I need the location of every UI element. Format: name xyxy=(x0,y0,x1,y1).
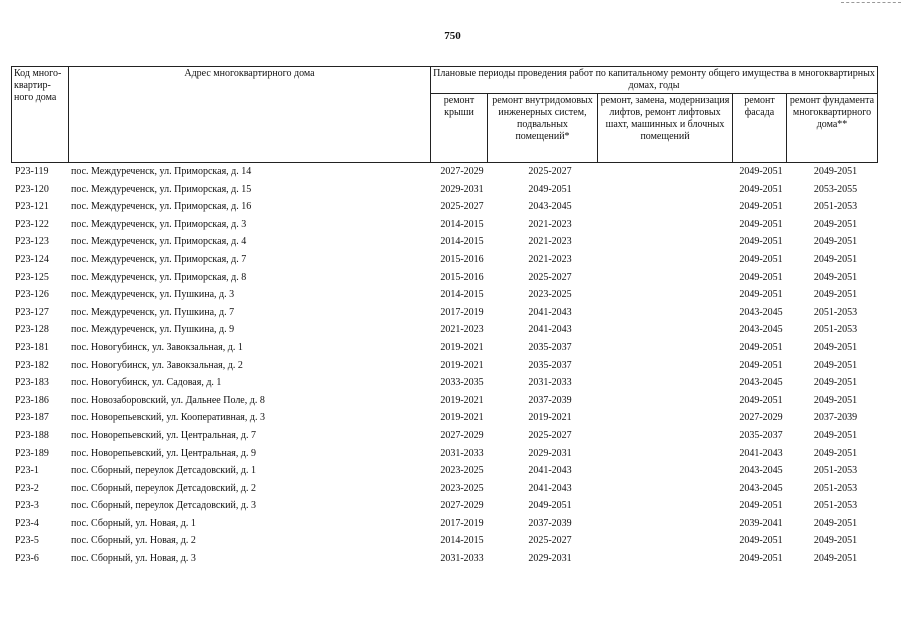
cell-roof: 2014-2015 xyxy=(440,218,484,230)
cell-roof: 2019-2021 xyxy=(440,412,484,424)
table-body xyxy=(11,163,895,568)
cell-systems: 2041-2043 xyxy=(528,306,572,318)
cell-systems: 2029-2031 xyxy=(528,553,572,565)
cell-systems: 2049-2051 xyxy=(528,500,572,512)
cell-foundation: 2049-2051 xyxy=(813,271,858,283)
cell-facade: 2049-2051 xyxy=(739,253,783,265)
cell-code: Р23-187 xyxy=(15,412,49,424)
table-row xyxy=(11,286,895,304)
header-address: Адрес многоквартирного дома xyxy=(69,67,431,163)
cell-systems: 2021-2023 xyxy=(528,236,572,248)
cell-code: Р23-120 xyxy=(15,183,49,195)
table-row xyxy=(11,374,895,392)
cell-facade: 2043-2045 xyxy=(739,465,783,477)
cell-foundation: 2053-2055 xyxy=(813,183,858,195)
table-row xyxy=(11,392,895,410)
cell-code: Р23-3 xyxy=(15,500,39,512)
cell-foundation: 2051-2053 xyxy=(813,465,858,477)
cell-address: пос. Междуреченск, ул. Приморская, д. 15 xyxy=(71,183,252,195)
cell-foundation: 2051-2053 xyxy=(813,324,858,336)
cell-foundation: 2051-2053 xyxy=(813,500,858,512)
cell-address: пос. Новорепьевский, ул. Центральная, д. 9 xyxy=(71,447,256,459)
header-periods: Плановые периоды проведения работ по капитальному ремонту общего имущества в многоквартирных домах, годы xyxy=(431,67,878,94)
table-row xyxy=(11,251,895,269)
cell-facade: 2027-2029 xyxy=(739,412,783,424)
cell-foundation: 2049-2051 xyxy=(813,535,858,547)
cell-foundation: 2049-2051 xyxy=(813,218,858,230)
cell-address: пос. Новорепьевский, ул. Кооперативная, д. 3 xyxy=(71,412,265,424)
cell-roof: 2014-2015 xyxy=(440,535,484,547)
cell-systems: 2049-2051 xyxy=(528,183,572,195)
cell-address: пос. Междуреченск, ул. Пушкина, д. 9 xyxy=(71,324,235,336)
cell-foundation: 2051-2053 xyxy=(813,201,858,213)
header-roof: ремонт крыши xyxy=(431,94,488,163)
cell-address: пос. Междуреченск, ул. Приморская, д. 16 xyxy=(71,201,252,213)
cell-systems: 2035-2037 xyxy=(528,341,572,353)
cell-systems: 2041-2043 xyxy=(528,482,572,494)
cell-facade: 2039-2041 xyxy=(739,517,783,529)
cell-systems: 2021-2023 xyxy=(528,253,572,265)
table-row xyxy=(11,216,895,234)
cell-address: пос. Сборный, переулок Детсадовский, д. 1 xyxy=(71,465,256,477)
table-row xyxy=(11,497,895,515)
table-row xyxy=(11,480,895,498)
cell-facade: 2049-2051 xyxy=(739,166,783,177)
cell-facade: 2043-2045 xyxy=(739,306,783,318)
cell-roof: 2023-2025 xyxy=(440,465,484,477)
cell-foundation: 2049-2051 xyxy=(813,517,858,529)
cell-roof: 2015-2016 xyxy=(440,271,484,283)
table-row xyxy=(11,163,895,181)
cell-foundation: 2049-2051 xyxy=(813,553,858,565)
cell-address: пос. Сборный, переулок Детсадовский, д. 3 xyxy=(71,500,256,512)
cell-address: пос. Новозаборовский, ул. Дальнее Поле, д. 8 xyxy=(71,394,265,406)
header-systems: ремонт внутридомовых инженерных систем, подвальных помещений* xyxy=(488,94,598,163)
table-row xyxy=(11,515,895,533)
table-row xyxy=(11,445,895,463)
table-row xyxy=(11,198,895,216)
cell-address: пос. Сборный, ул. Новая, д. 2 xyxy=(71,535,196,547)
table-row xyxy=(11,181,895,199)
cell-foundation: 2049-2051 xyxy=(813,394,858,406)
cell-code: Р23-124 xyxy=(15,253,49,265)
cell-address: пос. Междуреченск, ул. Пушкина, д. 3 xyxy=(71,289,235,301)
cell-foundation: 2049-2051 xyxy=(813,429,858,441)
cell-roof: 2014-2015 xyxy=(440,289,484,301)
cell-systems: 2041-2043 xyxy=(528,324,572,336)
cell-address: пос. Новогубинск, ул. Садовая, д. 1 xyxy=(71,377,222,389)
cell-code: Р23-182 xyxy=(15,359,49,371)
cell-facade: 2049-2051 xyxy=(739,394,783,406)
cell-address: пос. Новогубинск, ул. Завокзальная, д. 1 xyxy=(71,341,243,353)
cell-systems: 2031-2033 xyxy=(528,377,572,389)
cell-facade: 2043-2045 xyxy=(739,324,783,336)
cell-facade: 2049-2051 xyxy=(739,201,783,213)
cell-foundation: 2049-2051 xyxy=(813,166,858,177)
cell-systems: 2025-2027 xyxy=(528,271,572,283)
cell-address: пос. Новогубинск, ул. Завокзальная, д. 2 xyxy=(71,359,243,371)
cell-foundation: 2049-2051 xyxy=(813,359,858,371)
cell-code: Р23-5 xyxy=(15,535,39,547)
cell-roof: 2017-2019 xyxy=(440,517,484,529)
cell-foundation: 2037-2039 xyxy=(813,412,858,424)
cell-roof: 2027-2029 xyxy=(440,166,484,177)
cell-address: пос. Сборный, ул. Новая, д. 3 xyxy=(71,553,196,565)
table-row xyxy=(11,304,895,322)
cell-address: пос. Междуреченск, ул. Приморская, д. 4 xyxy=(71,236,247,248)
header-foundation: ремонт фундамента многоквартирного дома** xyxy=(787,94,878,163)
cell-roof: 2021-2023 xyxy=(440,324,484,336)
cell-code: Р23-121 xyxy=(15,201,49,213)
cell-code: Р23-186 xyxy=(15,394,49,406)
cell-code: Р23-183 xyxy=(15,377,49,389)
cell-foundation: 2049-2051 xyxy=(813,289,858,301)
cell-roof: 2017-2019 xyxy=(440,306,484,318)
cell-address: пос. Междуреченск, ул. Пушкина, д. 7 xyxy=(71,306,235,318)
cell-roof: 2014-2015 xyxy=(440,236,484,248)
cell-systems: 2023-2025 xyxy=(528,289,572,301)
cell-address: пос. Междуреченск, ул. Приморская, д. 3 xyxy=(71,218,247,230)
cell-code: Р23-119 xyxy=(15,166,49,177)
cell-code: Р23-123 xyxy=(15,236,49,248)
cell-code: Р23-188 xyxy=(15,429,49,441)
table-row xyxy=(11,427,895,445)
cell-address: пос. Междуреченск, ул. Приморская, д. 8 xyxy=(71,271,247,283)
cell-systems: 2037-2039 xyxy=(528,394,572,406)
cell-foundation: 2051-2053 xyxy=(813,482,858,494)
table-header xyxy=(11,66,878,163)
cell-systems: 2041-2043 xyxy=(528,465,572,477)
cell-roof: 2019-2021 xyxy=(440,341,484,353)
scan-artifact xyxy=(841,2,901,3)
cell-facade: 2049-2051 xyxy=(739,341,783,353)
cell-roof: 2031-2033 xyxy=(440,447,484,459)
cell-code: Р23-181 xyxy=(15,341,49,353)
cell-roof: 2027-2029 xyxy=(440,500,484,512)
cell-code: Р23-189 xyxy=(15,447,49,459)
cell-facade: 2049-2051 xyxy=(739,183,783,195)
cell-facade: 2049-2051 xyxy=(739,553,783,565)
cell-facade: 2041-2043 xyxy=(739,447,783,459)
header-code: Код много-квартир-ного дома xyxy=(12,67,69,163)
table-row xyxy=(11,339,895,357)
cell-facade: 2049-2051 xyxy=(739,218,783,230)
cell-facade: 2049-2051 xyxy=(739,289,783,301)
cell-foundation: 2049-2051 xyxy=(813,253,858,265)
header-facade: ремонт фасада xyxy=(733,94,787,163)
cell-roof: 2015-2016 xyxy=(440,253,484,265)
cell-facade: 2049-2051 xyxy=(739,271,783,283)
cell-systems: 2037-2039 xyxy=(528,517,572,529)
cell-systems: 2043-2045 xyxy=(528,201,572,213)
cell-systems: 2019-2021 xyxy=(528,412,572,424)
cell-roof: 2019-2021 xyxy=(440,394,484,406)
cell-roof: 2019-2021 xyxy=(440,359,484,371)
cell-code: Р23-127 xyxy=(15,306,49,318)
table-row xyxy=(11,462,895,480)
header-lifts: ремонт, замена, модернизация лифтов, ремонт лифтовых шахт, машинных и блочных помещений xyxy=(598,94,733,163)
cell-facade: 2043-2045 xyxy=(739,482,783,494)
cell-code: Р23-4 xyxy=(15,517,39,529)
cell-roof: 2033-2035 xyxy=(440,377,484,389)
cell-address: пос. Междуреченск, ул. Приморская, д. 14 xyxy=(71,166,252,177)
cell-address: пос. Междуреченск, ул. Приморская, д. 7 xyxy=(71,253,247,265)
cell-address: пос. Сборный, ул. Новая, д. 1 xyxy=(71,517,196,529)
cell-roof: 2029-2031 xyxy=(440,183,484,195)
cell-foundation: 2049-2051 xyxy=(813,377,858,389)
cell-systems: 2025-2027 xyxy=(528,535,572,547)
cell-systems: 2035-2037 xyxy=(528,359,572,371)
cell-facade: 2035-2037 xyxy=(739,429,783,441)
cell-code: Р23-125 xyxy=(15,271,49,283)
table-row xyxy=(11,532,895,550)
cell-address: пос. Новорепьевский, ул. Центральная, д. 7 xyxy=(71,429,256,441)
table-row xyxy=(11,269,895,287)
table-row xyxy=(11,321,895,339)
cell-facade: 2049-2051 xyxy=(739,359,783,371)
cell-foundation: 2049-2051 xyxy=(813,236,858,248)
cell-code: Р23-128 xyxy=(15,324,49,336)
table-row xyxy=(11,550,895,568)
cell-code: Р23-1 xyxy=(15,465,39,477)
table-row xyxy=(11,409,895,427)
cell-address: пос. Сборный, переулок Детсадовский, д. 2 xyxy=(71,482,256,494)
cell-foundation: 2051-2053 xyxy=(813,306,858,318)
cell-facade: 2049-2051 xyxy=(739,236,783,248)
cell-facade: 2049-2051 xyxy=(739,535,783,547)
cell-systems: 2025-2027 xyxy=(528,429,572,441)
table-row xyxy=(11,357,895,375)
page-number: 750 xyxy=(444,30,461,42)
cell-systems: 2025-2027 xyxy=(528,166,572,177)
cell-code: Р23-2 xyxy=(15,482,39,494)
cell-facade: 2043-2045 xyxy=(739,377,783,389)
cell-code: Р23-6 xyxy=(15,553,39,565)
cell-systems: 2029-2031 xyxy=(528,447,572,459)
cell-foundation: 2049-2051 xyxy=(813,447,858,459)
cell-facade: 2049-2051 xyxy=(739,500,783,512)
cell-roof: 2027-2029 xyxy=(440,429,484,441)
cell-systems: 2021-2023 xyxy=(528,218,572,230)
table-row xyxy=(11,233,895,251)
cell-foundation: 2049-2051 xyxy=(813,341,858,353)
cell-code: Р23-122 xyxy=(15,218,49,230)
cell-code: Р23-126 xyxy=(15,289,49,301)
cell-roof: 2023-2025 xyxy=(440,482,484,494)
cell-roof: 2031-2033 xyxy=(440,553,484,565)
cell-roof: 2025-2027 xyxy=(440,201,484,213)
